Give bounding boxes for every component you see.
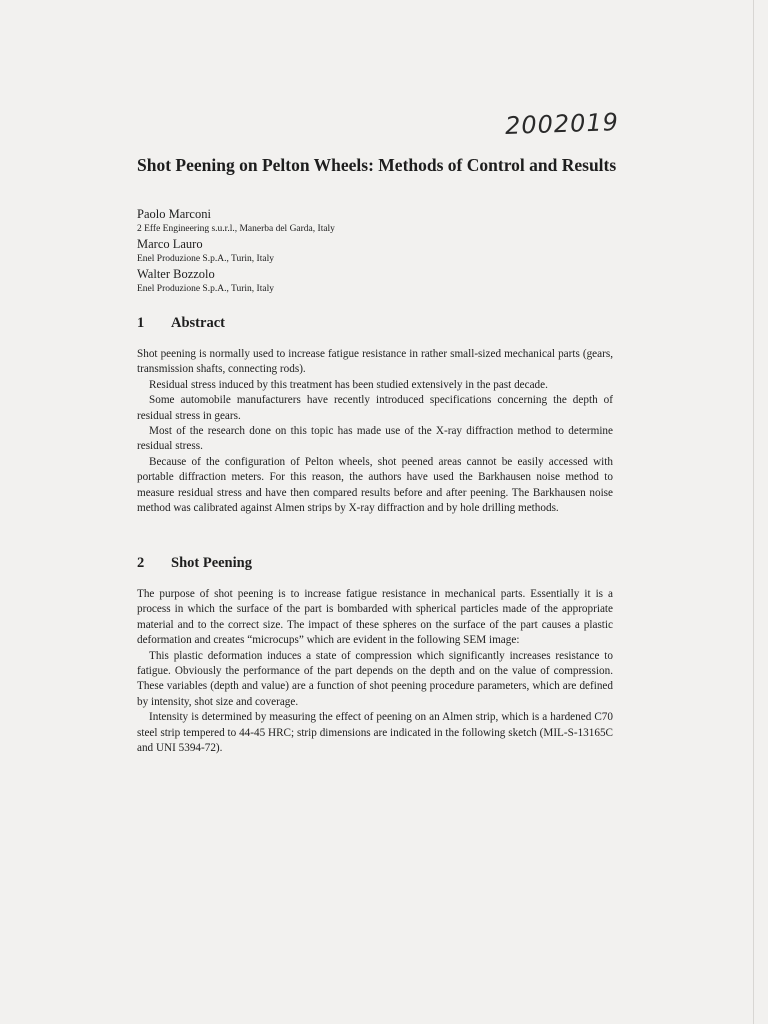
- handwritten-document-number: 2002019: [504, 108, 620, 140]
- section-title: Shot Peening: [171, 555, 252, 571]
- paragraph: This plastic deformation induces a state of compression which significantly increases resistance to fatigue. Obviously the performance of the part depends on the depth and on the value of compression. These variables (depth and value) are a function of shot peening procedure parameters, which are defined by intensity, shot size and coverage.: [137, 649, 613, 708]
- author-affiliation: Enel Produzione S.p.A., Turin, Italy: [137, 254, 274, 264]
- paragraph: Some automobile manufacturers have recently introduced specifications concerning the depth of residual stress in gears.: [137, 394, 613, 422]
- section-title: Abstract: [171, 315, 225, 331]
- paragraph: Intensity is determined by measuring the effect of peening on an Almen strip, which is a hardened C70 steel strip tempered to 44-45 HRC; strip dimensions are indicated in the following sketch (MIL-S-13165C and UNI 5394-72).: [137, 711, 613, 755]
- author-affiliation: Enel Produzione S.p.A., Turin, Italy: [137, 284, 274, 294]
- paragraph: The purpose of shot peening is to increase fatigue resistance in mechanical parts. Essentially it is a process in which the surface of the part is bombarded with spherical particles made of the appropriate material and to the correct size. The impact of these spheres on the surface of the part causes a plastic deformation and creates “microcups” which are evident in the following SEM image:: [137, 588, 613, 647]
- page-edge-line: [753, 0, 754, 1024]
- paragraph: Shot peening is normally used to increase fatigue resistance in rather small-sized mechanical parts (gears, transmission shafts, connecting rods).: [137, 348, 613, 376]
- paragraph: Residual stress induced by this treatment has been studied extensively in the past decade.: [149, 378, 548, 391]
- paper-title: Shot Peening on Pelton Wheels: Methods of Control and Results: [137, 155, 617, 175]
- abstract-body: [137, 347, 613, 516]
- paragraph: Most of the research done on this topic has made use of the X-ray diffraction method to determine residual stress.: [137, 425, 613, 453]
- author-block: [137, 206, 557, 296]
- shot-peening-body: [137, 587, 613, 756]
- author-name: Marco Lauro: [137, 237, 203, 251]
- section-number: 2: [137, 555, 145, 571]
- author-name: Walter Bozzolo: [137, 267, 215, 281]
- paragraph: Because of the configuration of Pelton wheels, shot peened areas cannot be easily accessed with portable diffraction meters. For this reason, the authors have used the Barkhausen noise method to measure residual stress and have then compared results before and after peening. The Barkhausen noise method was calibrated against Almen strips by X-ray diffraction and by hole drilling methods.: [137, 455, 613, 515]
- section-heading-abstract: [137, 315, 225, 332]
- section-number: 1: [137, 315, 145, 331]
- author-name: Paolo Marconi: [137, 207, 211, 221]
- section-heading-shot-peening: [137, 555, 252, 572]
- author-affiliation: 2 Effe Engineering s.u.r.l., Manerba del Garda, Italy: [137, 224, 335, 234]
